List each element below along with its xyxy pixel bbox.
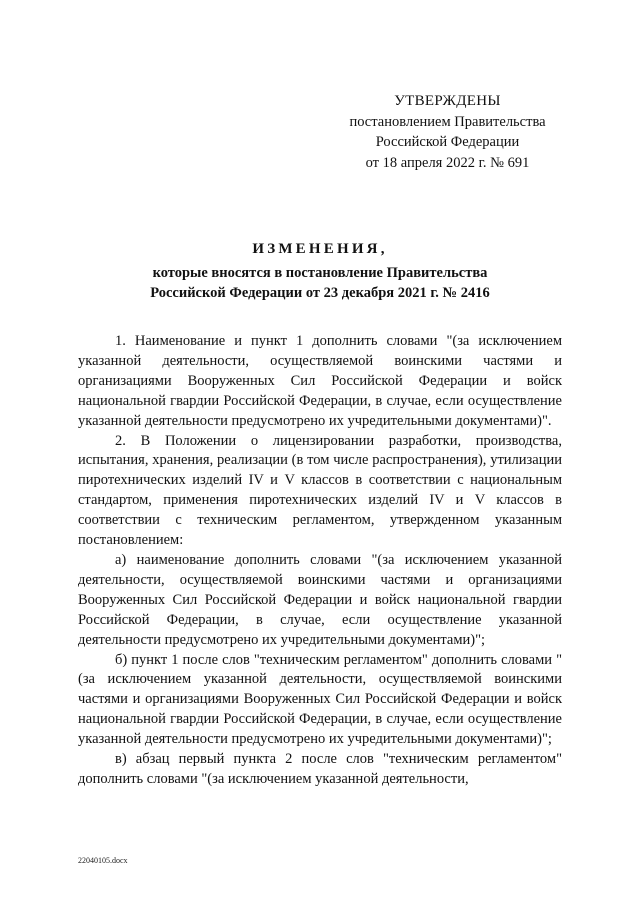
paragraph-2a: а) наименование дополнить словами "(за исключением указанной деятельности, осуществляемой воинскими частями и организациями Вооруженных Сил Российской Федерации и войск национальной гвардии Российской Федерации, в случае, если осуществление указанной деятельности предусмотрено их учредительными документами)"; [78, 551, 562, 648]
paragraph-2b: б) пункт 1 после слов "техническим регламентом" дополнить словами "(за исключением указанной деятельности, осуществляемой воинскими частями и организациями Вооруженных Сил Российской Федерации и войск национальной гвардии Российской Федерации, в случае, если осуществление указанной деятельности предусмотрено их учредительными документами)"; [78, 651, 562, 748]
paragraph-2c: в) абзац первый пункта 2 после слов "техническим регламентом" дополнить словами "(за исключением указанной деятельности, [78, 751, 562, 787]
approval-line-1: постановлением Правительства [349, 113, 546, 130]
approval-line-2: Российской Федерации [375, 134, 520, 150]
approval-date: от 18 апреля 2022 г. № 691 [365, 154, 530, 171]
document-subtitle [100, 263, 540, 303]
document-body [78, 332, 562, 790]
file-name-footer: 22040105.docx [78, 856, 128, 865]
subtitle-line-2: Российской Федерации от 23 декабря 2021 г. № 2416 [150, 285, 490, 301]
approval-heading: УТВЕРЖДЕНЫ [394, 93, 501, 109]
paragraph-1: 1. Наименование и пункт 1 дополнить словами "(за исключением указанной деятельности, осуществляемой воинскими частями и организациями Вооруженных Сил Российской Федерации и войск национальной гвардии Российской Федерации, в случае, если осуществление указанной деятельности предусмотрено их учредительными документами)". [78, 333, 562, 429]
subtitle-line-1: которые вносятся в постановление Правительства [152, 265, 488, 281]
document-title: ИЗМЕНЕНИЯ, [252, 241, 388, 257]
paragraph-2: 2. В Положении о лицензировании разработки, производства, испытания, хранения, реализации (в том числе распространения), утилизации пиротехнических изделий IV и V классов в соответствии с национальным стандартом, применения пиротехнических изделий IV и V классов в соответствии с техническим регламентом, утвержденном указанным постановлением: [78, 432, 562, 549]
approval-stamp [340, 91, 555, 173]
